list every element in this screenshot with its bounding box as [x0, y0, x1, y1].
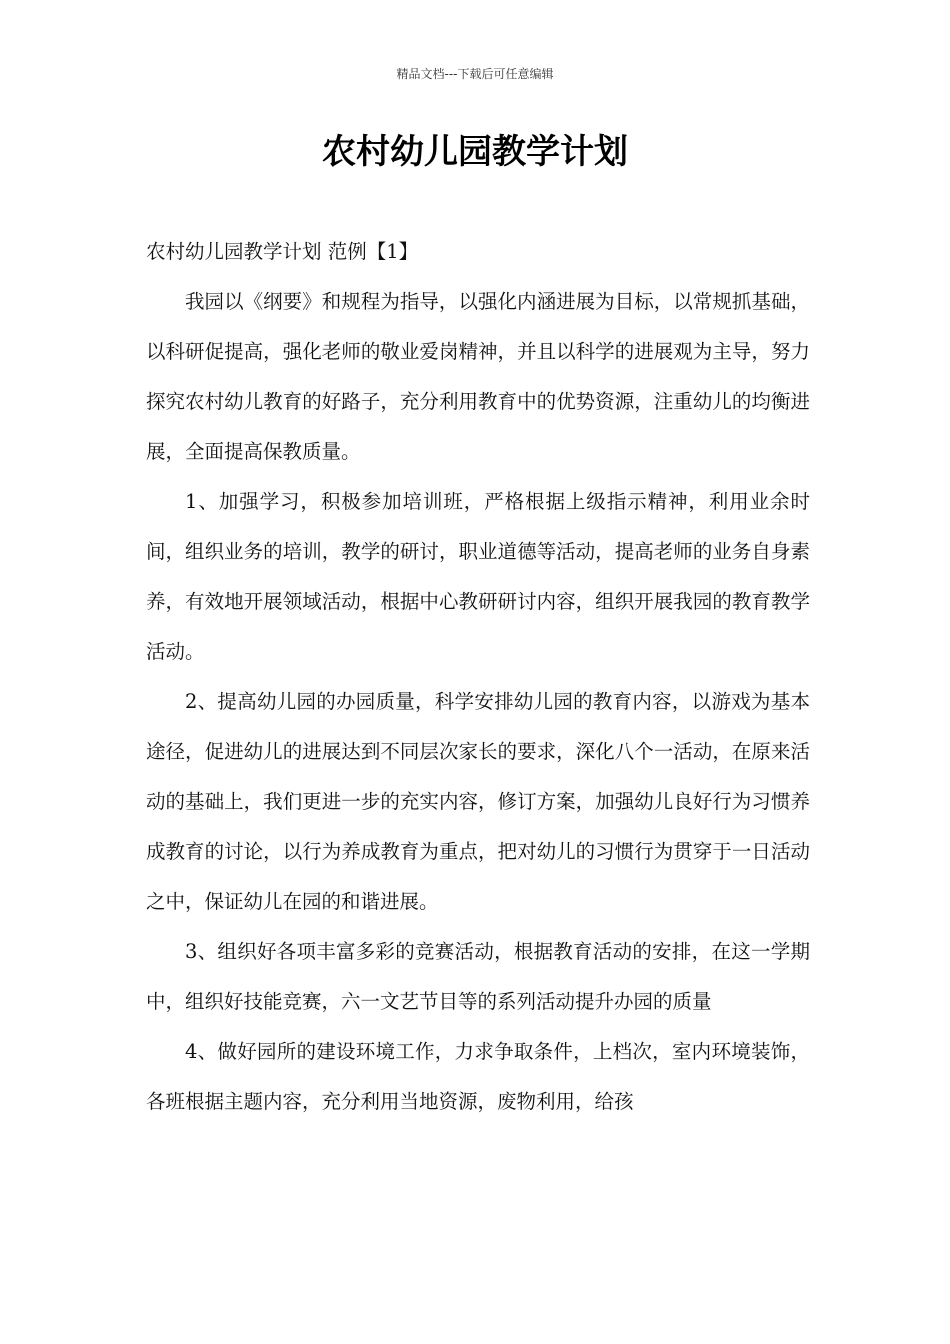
paragraph-item-3: 3、组织好各项丰富多彩的竞赛活动，根据教育活动的安排，在这一学期中，组织好技能竞赛，六一文艺节目等的系列活动提升办园的质量 — [146, 940, 810, 1013]
section-subtitle: 农村幼儿园教学计划 范例【1】 — [146, 240, 419, 263]
document-body — [146, 227, 810, 1127]
paragraph-item-4: 4、做好园所的建设环境工作，力求争取条件，上档次，室内环境装饰，各班根据主题内容，充分利用当地资源，废物利用，给孩 — [146, 1040, 810, 1113]
paragraph-intro: 我园以《纲要》和规程为指导，以强化内涵进展为目标，以常规抓基础，以科研促提高，强化老师的敬业爱岗精神，并且以科学的进展观为主导，努力探究农村幼儿教育的好路子，充分利用教育中的优势资源，注重幼儿的均衡进展，全面提高保教质量。 — [146, 290, 810, 463]
header-note: 精品文档---下载后可任意编辑 — [396, 67, 554, 81]
page-title: 农村幼儿园教学计划 — [322, 132, 628, 172]
paragraph-item-2: 2、提高幼儿园的办园质量，科学安排幼儿园的教育内容，以游戏为基本途径，促进幼儿的进展达到不同层次家长的要求，深化八个一活动，在原来活动的基础上，我们更进一步的充实内容，修订方案，加强幼儿良好行为习惯养成教育的讨论，以行为养成教育为重点，把对幼儿的习惯行为贯穿于一日活动之中，保证幼儿在园的和谐进展。 — [146, 690, 810, 913]
paragraph-item-1: 1、加强学习，积极参加培训班，严格根据上级指示精神，利用业余时间，组织业务的培训，教学的研讨，职业道德等活动，提高老师的业务自身素养，有效地开展领域活动，根据中心教研研讨内容，组织开展我园的教育教学活动。 — [146, 490, 810, 663]
